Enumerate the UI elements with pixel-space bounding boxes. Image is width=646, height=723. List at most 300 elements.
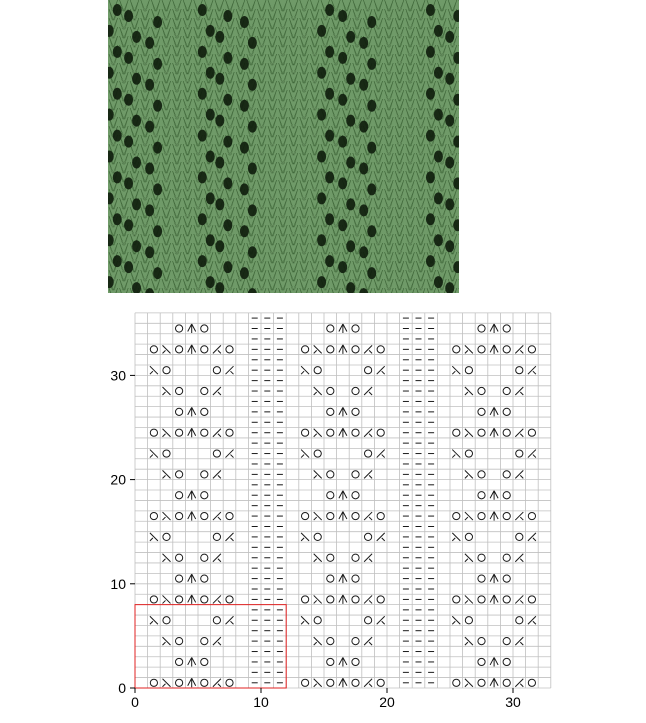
swatch-eyelet bbox=[206, 276, 215, 288]
cdd-symbol bbox=[490, 678, 498, 687]
yarn-over-symbol bbox=[201, 408, 208, 415]
swatch-eyelet bbox=[223, 219, 232, 231]
chart-grid bbox=[135, 313, 551, 688]
ssk-symbol bbox=[314, 345, 322, 353]
yarn-over-symbol bbox=[352, 512, 359, 519]
swatch-eyelet bbox=[445, 31, 454, 43]
ssk-symbol bbox=[314, 595, 322, 603]
swatch-eyelet bbox=[240, 142, 249, 154]
k2tog-symbol bbox=[515, 637, 523, 645]
k2tog-symbol bbox=[364, 470, 372, 478]
ssk-symbol bbox=[163, 470, 171, 478]
yarn-over-symbol bbox=[213, 617, 220, 624]
yarn-over-symbol bbox=[327, 429, 334, 436]
swatch-eyelet bbox=[434, 109, 443, 121]
swatch-eyelet bbox=[359, 246, 368, 258]
yarn-over-symbol bbox=[365, 533, 372, 540]
swatch-eyelet bbox=[240, 16, 249, 28]
swatch-eyelet bbox=[223, 52, 232, 64]
yarn-over-symbol bbox=[352, 658, 359, 665]
swatch-eyelet bbox=[240, 267, 249, 279]
ssk-symbol bbox=[465, 679, 473, 687]
yarn-over-symbol bbox=[453, 346, 460, 353]
swatch-eyelet bbox=[145, 37, 154, 49]
cdd-symbol bbox=[339, 678, 347, 687]
swatch-eyelet bbox=[317, 276, 326, 288]
k2tog-symbol bbox=[364, 595, 372, 603]
swatch-eyelet bbox=[248, 79, 257, 91]
yarn-over-symbol bbox=[503, 492, 510, 499]
yarn-over-symbol bbox=[176, 638, 183, 645]
yarn-over-symbol bbox=[226, 679, 233, 686]
yarn-over-symbol bbox=[213, 450, 220, 457]
yarn-over-symbol bbox=[302, 596, 309, 603]
cdd-symbol bbox=[490, 574, 498, 583]
x-tick-label: 30 bbox=[505, 694, 521, 710]
k2tog-symbol bbox=[213, 387, 221, 395]
yarn-over-symbol bbox=[478, 325, 485, 332]
yarn-over-symbol bbox=[503, 638, 510, 645]
yarn-over-symbol bbox=[377, 596, 384, 603]
swatch-eyelet bbox=[215, 115, 224, 127]
yarn-over-symbol bbox=[201, 638, 208, 645]
ssk-symbol bbox=[452, 450, 460, 458]
ssk-symbol bbox=[163, 512, 171, 520]
ssk-symbol bbox=[465, 554, 473, 562]
yarn-over-symbol bbox=[478, 346, 485, 353]
cdd-symbol bbox=[339, 491, 347, 500]
k2tog-symbol bbox=[364, 554, 372, 562]
swatch-eyelet bbox=[198, 213, 207, 225]
yarn-over-symbol bbox=[528, 512, 535, 519]
yarn-over-symbol bbox=[516, 533, 523, 540]
yarn-over-symbol bbox=[377, 429, 384, 436]
ssk-symbol bbox=[163, 429, 171, 437]
k2tog-symbol bbox=[515, 679, 523, 687]
swatch-eyelet bbox=[338, 261, 347, 273]
k2tog-symbol bbox=[377, 533, 385, 541]
swatch-eyelet bbox=[325, 171, 334, 183]
k2tog-symbol bbox=[213, 345, 221, 353]
ssk-symbol bbox=[465, 429, 473, 437]
swatch-eyelet bbox=[124, 261, 133, 273]
cdd-symbol bbox=[490, 512, 498, 521]
swatch-eyelet bbox=[113, 88, 122, 100]
ssk-symbol bbox=[150, 616, 158, 624]
x-tick-label: 10 bbox=[253, 694, 269, 710]
yarn-over-symbol bbox=[327, 554, 334, 561]
yarn-over-symbol bbox=[314, 617, 321, 624]
swatch-eyelet bbox=[338, 177, 347, 189]
swatch-eyelet bbox=[325, 255, 334, 267]
k2tog-symbol bbox=[515, 595, 523, 603]
yarn-over-symbol bbox=[327, 325, 334, 332]
yarn-over-symbol bbox=[201, 387, 208, 394]
swatch-eyelet bbox=[223, 136, 232, 148]
yarn-over-symbol bbox=[528, 679, 535, 686]
yarn-over-symbol bbox=[352, 429, 359, 436]
k2tog-symbol bbox=[515, 345, 523, 353]
yarn-over-symbol bbox=[516, 367, 523, 374]
ssk-symbol bbox=[465, 512, 473, 520]
k2tog-symbol bbox=[528, 366, 536, 374]
yarn-over-symbol bbox=[201, 679, 208, 686]
swatch-eyelet bbox=[153, 142, 162, 154]
yarn-over-symbol bbox=[478, 575, 485, 582]
yarn-over-symbol bbox=[201, 325, 208, 332]
yarn-over-symbol bbox=[226, 596, 233, 603]
yarn-over-symbol bbox=[352, 408, 359, 415]
swatch-eyelet bbox=[367, 142, 376, 154]
ssk-symbol bbox=[314, 554, 322, 562]
swatch-eyelet bbox=[145, 204, 154, 216]
ssk-symbol bbox=[452, 616, 460, 624]
swatch-eyelet bbox=[215, 31, 224, 43]
k2tog-symbol bbox=[226, 533, 234, 541]
yarn-over-symbol bbox=[150, 346, 157, 353]
k2tog-symbol bbox=[364, 637, 372, 645]
ssk-symbol bbox=[465, 345, 473, 353]
yarn-over-symbol bbox=[478, 408, 485, 415]
yarn-over-symbol bbox=[377, 679, 384, 686]
yarn-over-symbol bbox=[327, 492, 334, 499]
cdd-symbol bbox=[339, 512, 347, 521]
cdd-symbol bbox=[188, 574, 196, 583]
swatch-eyelet bbox=[124, 219, 133, 231]
yarn-over-symbol bbox=[302, 429, 309, 436]
yarn-over-symbol bbox=[478, 638, 485, 645]
k2tog-symbol bbox=[226, 366, 234, 374]
swatch-eyelet bbox=[434, 234, 443, 246]
yarn-over-symbol bbox=[314, 367, 321, 374]
swatch-eyelet bbox=[113, 171, 122, 183]
yarn-over-symbol bbox=[163, 367, 170, 374]
swatch-eyelet bbox=[367, 16, 376, 28]
ssk-symbol bbox=[163, 637, 171, 645]
yarn-over-symbol bbox=[201, 429, 208, 436]
swatch-eyelet bbox=[132, 157, 141, 169]
yarn-over-symbol bbox=[503, 596, 510, 603]
swatch-eyelet bbox=[359, 121, 368, 133]
cdd-symbol bbox=[490, 595, 498, 604]
k2tog-symbol bbox=[213, 637, 221, 645]
swatch-eyelet bbox=[346, 115, 355, 127]
yarn-over-symbol bbox=[176, 596, 183, 603]
cdd-symbol bbox=[188, 345, 196, 354]
yarn-over-symbol bbox=[176, 346, 183, 353]
yarn-over-symbol bbox=[478, 658, 485, 665]
swatch-eyelet bbox=[153, 267, 162, 279]
y-tick-label: 30 bbox=[110, 367, 126, 384]
ssk-symbol bbox=[314, 679, 322, 687]
y-tick-label: 10 bbox=[110, 575, 126, 592]
swatch-eyelet bbox=[240, 183, 249, 195]
ssk-symbol bbox=[314, 387, 322, 395]
swatch-eyelet bbox=[223, 10, 232, 22]
ssk-symbol bbox=[301, 616, 309, 624]
yarn-over-symbol bbox=[478, 429, 485, 436]
k2tog-symbol bbox=[213, 679, 221, 687]
yarn-over-symbol bbox=[201, 512, 208, 519]
cdd-symbol bbox=[339, 345, 347, 354]
swatch-eyelet bbox=[113, 255, 122, 267]
yarn-over-symbol bbox=[377, 346, 384, 353]
swatch-eyelet bbox=[434, 276, 443, 288]
yarn-over-symbol bbox=[163, 617, 170, 624]
k2tog-symbol bbox=[377, 450, 385, 458]
swatch-eyelet bbox=[325, 213, 334, 225]
yarn-over-symbol bbox=[176, 408, 183, 415]
cdd-symbol bbox=[339, 428, 347, 437]
swatch-eyelet bbox=[426, 4, 435, 16]
ssk-symbol bbox=[452, 366, 460, 374]
yarn-over-symbol bbox=[478, 679, 485, 686]
yarn-over-symbol bbox=[201, 471, 208, 478]
swatch-eyelet bbox=[445, 157, 454, 169]
swatch-eyelet bbox=[153, 183, 162, 195]
k2tog-symbol bbox=[213, 429, 221, 437]
ssk-symbol bbox=[314, 429, 322, 437]
swatch-eyelet bbox=[434, 192, 443, 204]
yarn-over-symbol bbox=[327, 575, 334, 582]
yarn-over-symbol bbox=[201, 346, 208, 353]
swatch-eyelet bbox=[434, 67, 443, 79]
swatch-eyelet bbox=[346, 198, 355, 210]
ssk-symbol bbox=[301, 450, 309, 458]
cdd-symbol bbox=[339, 324, 347, 333]
swatch-eyelet bbox=[338, 94, 347, 106]
yarn-over-symbol bbox=[327, 346, 334, 353]
yarn-over-symbol bbox=[365, 617, 372, 624]
k2tog-symbol bbox=[364, 429, 372, 437]
swatch-eyelet bbox=[206, 67, 215, 79]
k2tog-symbol bbox=[515, 554, 523, 562]
swatch-eyelet bbox=[145, 79, 154, 91]
swatch-eyelet bbox=[223, 177, 232, 189]
yarn-over-symbol bbox=[352, 471, 359, 478]
swatch-eyelet bbox=[426, 88, 435, 100]
yarn-over-symbol bbox=[478, 471, 485, 478]
yarn-over-symbol bbox=[352, 638, 359, 645]
yarn-over-symbol bbox=[150, 596, 157, 603]
k2tog-symbol bbox=[528, 533, 536, 541]
swatch-eyelet bbox=[215, 157, 224, 169]
x-tick-label: 20 bbox=[379, 694, 395, 710]
swatch-eyelet bbox=[426, 46, 435, 58]
swatch-eyelet bbox=[359, 204, 368, 216]
yarn-over-symbol bbox=[478, 512, 485, 519]
swatch-eyelet bbox=[153, 100, 162, 112]
yarn-over-symbol bbox=[302, 346, 309, 353]
yarn-over-symbol bbox=[163, 450, 170, 457]
k2tog-symbol bbox=[364, 345, 372, 353]
yarn-over-symbol bbox=[465, 367, 472, 374]
swatch-eyelet bbox=[248, 204, 257, 216]
yarn-over-symbol bbox=[226, 346, 233, 353]
knit-swatch-image bbox=[108, 0, 459, 293]
swatch-eyelet bbox=[113, 213, 122, 225]
swatch-eyelet bbox=[206, 192, 215, 204]
swatch-eyelet bbox=[317, 192, 326, 204]
cdd-symbol bbox=[490, 428, 498, 437]
k2tog-symbol bbox=[226, 450, 234, 458]
swatch-eyelet bbox=[132, 240, 141, 252]
k2tog-symbol bbox=[515, 512, 523, 520]
swatch-eyelet bbox=[426, 130, 435, 142]
yarn-over-symbol bbox=[201, 658, 208, 665]
yarn-over-symbol bbox=[478, 387, 485, 394]
ssk-symbol bbox=[163, 345, 171, 353]
yarn-over-symbol bbox=[503, 346, 510, 353]
yarn-over-symbol bbox=[352, 679, 359, 686]
yarn-over-symbol bbox=[150, 429, 157, 436]
chart-symbols bbox=[150, 318, 536, 687]
yarn-over-symbol bbox=[176, 658, 183, 665]
yarn-over-symbol bbox=[176, 575, 183, 582]
swatch-eyelet bbox=[132, 115, 141, 127]
ssk-symbol bbox=[150, 366, 158, 374]
x-tick-label: 0 bbox=[131, 694, 139, 710]
yarn-over-symbol bbox=[176, 471, 183, 478]
cdd-symbol bbox=[490, 324, 498, 333]
swatch-eyelet bbox=[124, 52, 133, 64]
swatch-eyelet bbox=[346, 73, 355, 85]
swatch-eyelet bbox=[113, 130, 122, 142]
yarn-over-symbol bbox=[176, 387, 183, 394]
yarn-over-symbol bbox=[465, 617, 472, 624]
yarn-over-symbol bbox=[503, 512, 510, 519]
ssk-symbol bbox=[465, 387, 473, 395]
y-tick-label: 0 bbox=[118, 680, 126, 696]
ssk-symbol bbox=[150, 533, 158, 541]
k2tog-symbol bbox=[364, 387, 372, 395]
yarn-over-symbol bbox=[528, 596, 535, 603]
k2tog-symbol bbox=[213, 512, 221, 520]
cdd-symbol bbox=[188, 428, 196, 437]
cdd-symbol bbox=[339, 407, 347, 416]
yarn-over-symbol bbox=[528, 429, 535, 436]
k2tog-symbol bbox=[213, 595, 221, 603]
swatch-eyelet bbox=[215, 73, 224, 85]
yarn-over-symbol bbox=[176, 554, 183, 561]
yarn-over-symbol bbox=[503, 554, 510, 561]
swatch-eyelet bbox=[206, 234, 215, 246]
yarn-over-symbol bbox=[365, 450, 372, 457]
chart-axes bbox=[110, 367, 521, 710]
swatch-eyelet bbox=[325, 88, 334, 100]
yarn-over-symbol bbox=[201, 596, 208, 603]
swatch-eyelet bbox=[223, 261, 232, 273]
k2tog-symbol bbox=[377, 616, 385, 624]
yarn-over-symbol bbox=[352, 596, 359, 603]
ssk-symbol bbox=[150, 450, 158, 458]
swatch-eyelet bbox=[426, 255, 435, 267]
ssk-symbol bbox=[452, 533, 460, 541]
yarn-over-symbol bbox=[327, 512, 334, 519]
yarn-over-symbol bbox=[365, 367, 372, 374]
k2tog-symbol bbox=[213, 470, 221, 478]
swatch-eyelet bbox=[434, 25, 443, 37]
swatch-eyelet bbox=[240, 225, 249, 237]
k2tog-symbol bbox=[377, 366, 385, 374]
swatch-eyelet bbox=[124, 94, 133, 106]
yarn-over-symbol bbox=[176, 679, 183, 686]
swatch-eyelet bbox=[145, 163, 154, 175]
swatch-eyelet bbox=[445, 198, 454, 210]
swatch-eyelet bbox=[346, 240, 355, 252]
swatch-eyelet bbox=[445, 73, 454, 85]
cdd-symbol bbox=[339, 595, 347, 604]
swatch-eyelet bbox=[346, 31, 355, 43]
swatch-eyelet bbox=[240, 100, 249, 112]
swatch-eyelet bbox=[248, 121, 257, 133]
ssk-symbol bbox=[163, 554, 171, 562]
cdd-symbol bbox=[490, 491, 498, 500]
yarn-over-symbol bbox=[516, 617, 523, 624]
swatch-eyelet bbox=[132, 31, 141, 43]
swatch-eyelet bbox=[445, 240, 454, 252]
cdd-symbol bbox=[188, 407, 196, 416]
yarn-over-symbol bbox=[302, 679, 309, 686]
k2tog-symbol bbox=[364, 512, 372, 520]
yarn-over-symbol bbox=[465, 533, 472, 540]
ssk-symbol bbox=[314, 512, 322, 520]
yarn-over-symbol bbox=[478, 554, 485, 561]
yarn-over-symbol bbox=[327, 658, 334, 665]
swatch-eyelet bbox=[367, 225, 376, 237]
swatch-eyelet bbox=[359, 163, 368, 175]
yarn-over-symbol bbox=[516, 450, 523, 457]
k2tog-symbol bbox=[515, 429, 523, 437]
yarn-over-symbol bbox=[503, 429, 510, 436]
ssk-symbol bbox=[163, 679, 171, 687]
swatch-eyelet bbox=[206, 151, 215, 163]
swatch-eyelet bbox=[248, 246, 257, 258]
k2tog-symbol bbox=[528, 616, 536, 624]
yarn-over-symbol bbox=[176, 512, 183, 519]
k2tog-symbol bbox=[213, 554, 221, 562]
yarn-over-symbol bbox=[503, 408, 510, 415]
yarn-over-symbol bbox=[352, 554, 359, 561]
ssk-symbol bbox=[301, 533, 309, 541]
cdd-symbol bbox=[188, 595, 196, 604]
yarn-over-symbol bbox=[314, 533, 321, 540]
k2tog-symbol bbox=[226, 616, 234, 624]
ssk-symbol bbox=[465, 470, 473, 478]
knitting-chart bbox=[0, 300, 646, 723]
yarn-over-symbol bbox=[150, 512, 157, 519]
cdd-symbol bbox=[188, 512, 196, 521]
yarn-over-symbol bbox=[201, 554, 208, 561]
swatch-eyelet bbox=[153, 225, 162, 237]
swatch-eyelet bbox=[317, 67, 326, 79]
k2tog-symbol bbox=[515, 470, 523, 478]
swatch-eyelet bbox=[124, 136, 133, 148]
swatch-eyelet bbox=[325, 130, 334, 142]
cdd-symbol bbox=[339, 574, 347, 583]
swatch-eyelet bbox=[359, 79, 368, 91]
swatch-eyelet bbox=[198, 130, 207, 142]
yarn-over-symbol bbox=[453, 429, 460, 436]
k2tog-symbol bbox=[364, 679, 372, 687]
swatch-eyelet bbox=[346, 157, 355, 169]
cdd-symbol bbox=[339, 657, 347, 666]
swatch-eyelet bbox=[153, 58, 162, 70]
yarn-over-symbol bbox=[453, 679, 460, 686]
swatch-eyelet bbox=[198, 88, 207, 100]
yarn-over-symbol bbox=[213, 533, 220, 540]
swatch-eyelet bbox=[132, 198, 141, 210]
